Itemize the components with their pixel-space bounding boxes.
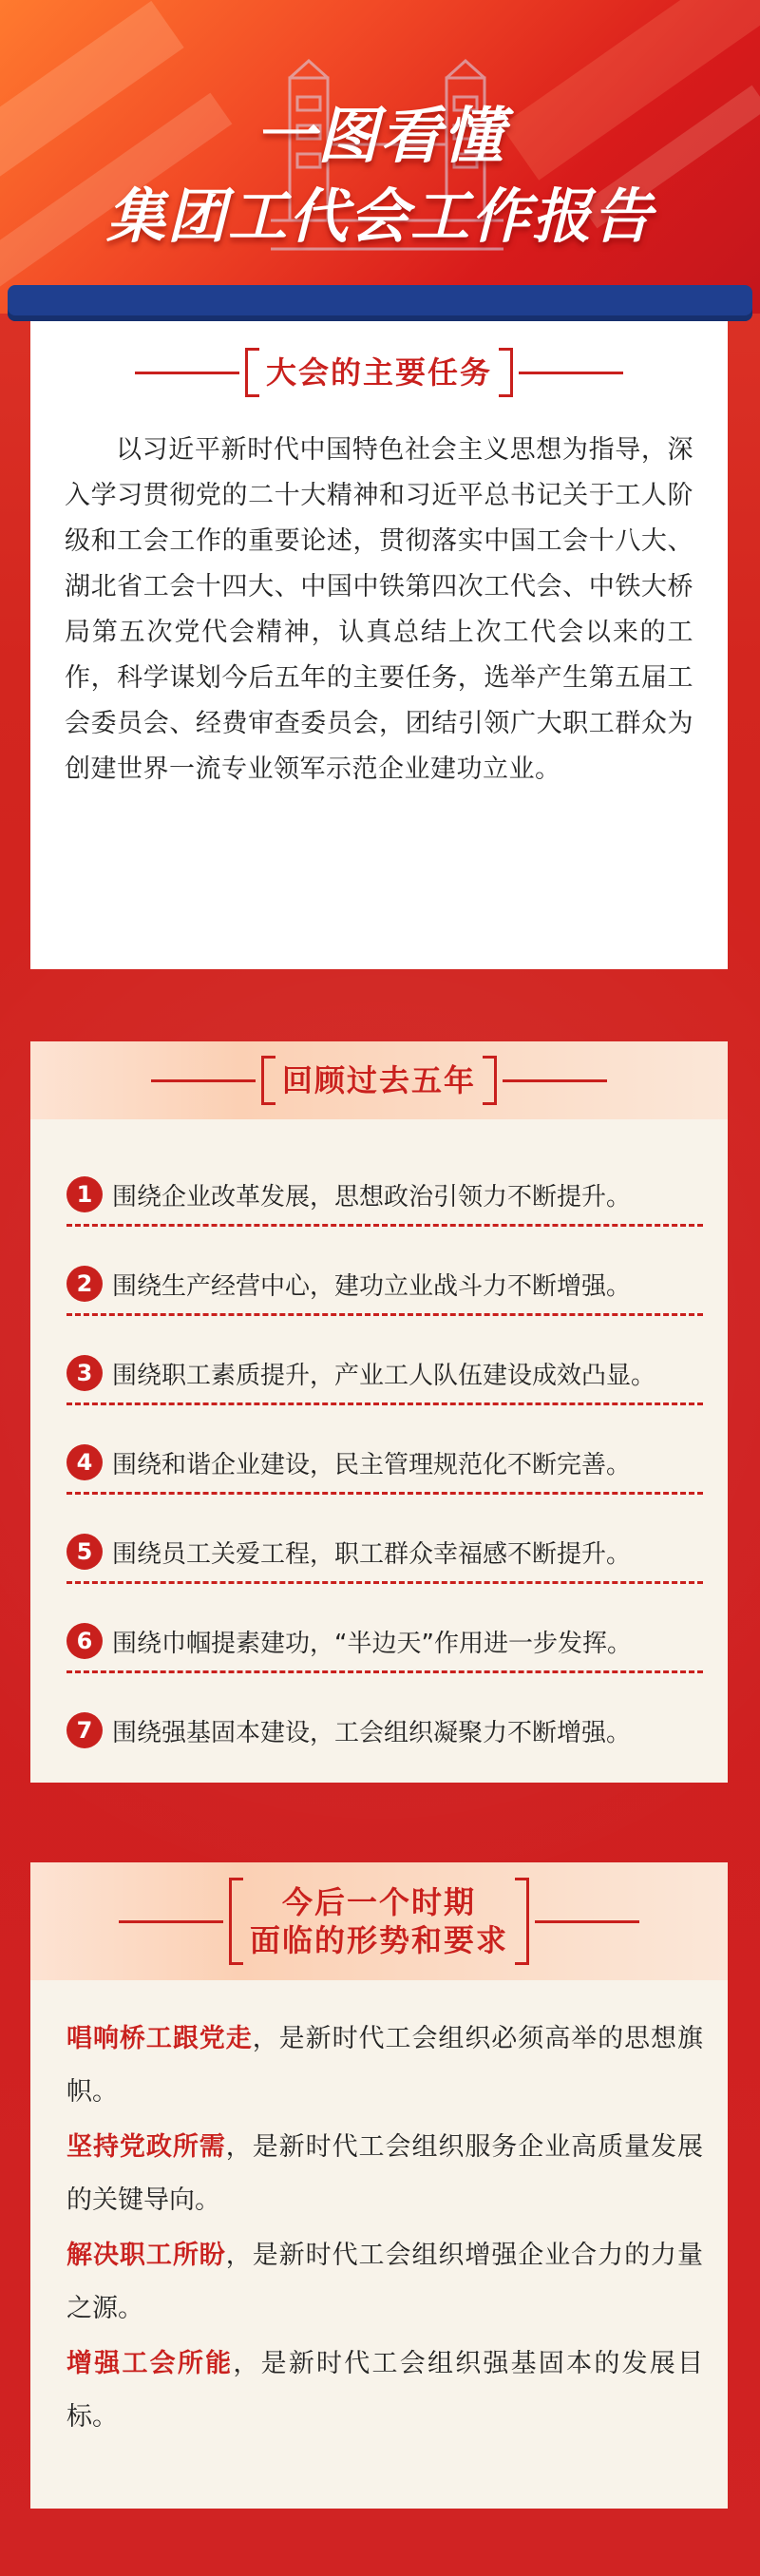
heading-rule-right xyxy=(519,372,623,374)
list-item xyxy=(66,1433,703,1495)
list-item xyxy=(66,1165,703,1227)
header-blue-bar xyxy=(8,285,752,321)
requirements-list xyxy=(66,2013,703,2446)
heading-rule-left xyxy=(135,372,239,374)
list-item-text: 围绕巾帼提素建功，“半边天”作用进一步发挥。 xyxy=(112,1629,632,1658)
page-title-line1: 一图看懂 xyxy=(255,102,505,172)
number-badge: 5 xyxy=(66,1534,103,1570)
heading-rule-left xyxy=(119,1920,223,1923)
section-title: 大会的主要任务 xyxy=(265,354,492,391)
heading-rule-right xyxy=(535,1920,639,1923)
requirement-highlight: 唱响桥工跟党走 xyxy=(66,2024,253,2053)
number-badge: 3 xyxy=(66,1355,103,1391)
requirement-item xyxy=(66,2229,703,2336)
list-item-text: 围绕和谐企业建设，民主管理规范化不断完善。 xyxy=(112,1450,632,1479)
list-item-text: 围绕企业改革发展，思想政治引领力不断提升。 xyxy=(112,1182,632,1212)
section-title: 回顾过去五年 xyxy=(281,1062,476,1098)
section-title-line2: 面临的形势和要求 xyxy=(249,1922,508,1958)
list-item-text: 围绕职工素质提升，产业工人队伍建设成效凸显。 xyxy=(112,1361,656,1390)
requirement-highlight: 解决职工所盼 xyxy=(66,2241,226,2270)
heading-bracket xyxy=(229,1883,529,1959)
requirement-text: ，是新时代工会组织服务企业高质量发展的关键导向。 xyxy=(66,2132,704,2215)
list-item-text: 围绕强基固本建设，工会组织凝聚力不断增强。 xyxy=(112,1718,632,1747)
requirement-highlight: 增强工会所能 xyxy=(66,2349,234,2378)
list-item xyxy=(66,1612,703,1673)
requirement-item xyxy=(66,2121,703,2227)
section-paragraph: 以习近平新时代中国特色社会主义思想为指导，深入学习贯彻党的二十大精神和习近平总书记关于工人阶级和工会工作的重要论述，贯彻落实中国工会十八大、湖北省工会十四大、中国中铁第四次工代会、中铁大桥局第五次党代会精神，认真总结上次工代会以来的工作，科学谋划今后五年的主要任务，选举产生第五届工会委员会、经费审查委员会，团结引领广大职工群众为创建世界一流专业领军示范企业建功立业。 xyxy=(65,435,694,784)
number-badge: 7 xyxy=(66,1712,103,1748)
section-past-five-years xyxy=(30,1041,728,1783)
heading-rule-right xyxy=(503,1079,607,1082)
section-main-tasks xyxy=(30,304,728,969)
page-title-line2: 集团工代会工作报告 xyxy=(105,181,654,251)
header-banner xyxy=(0,0,760,314)
number-badge: 1 xyxy=(66,1176,103,1212)
section-title-line1: 今后一个时期 xyxy=(281,1884,476,1920)
list-item xyxy=(66,1344,703,1405)
requirement-item xyxy=(66,2337,703,2444)
requirement-text: ，是新时代工会组织强基固本的发展目标。 xyxy=(66,2349,704,2432)
review-list xyxy=(66,1165,703,1787)
list-item xyxy=(66,1701,703,1760)
section-heading xyxy=(30,1883,728,1959)
list-item xyxy=(66,1254,703,1316)
requirement-text: ，是新时代工会组织增强企业合力的力量之源。 xyxy=(66,2241,704,2323)
number-badge: 6 xyxy=(66,1623,103,1659)
list-item-text: 围绕员工关爱工程，职工群众幸福感不断提升。 xyxy=(112,1539,632,1569)
heading-bracket xyxy=(261,1061,497,1099)
requirement-text: ，是新时代工会组织必须高举的思想旗帜。 xyxy=(66,2024,704,2107)
list-item xyxy=(66,1522,703,1584)
heading-bracket xyxy=(245,353,513,391)
section-heading xyxy=(30,1061,728,1099)
number-badge: 2 xyxy=(66,1266,103,1302)
section-future-requirements xyxy=(30,1862,728,2509)
requirement-highlight: 坚持党政所需 xyxy=(66,2132,226,2162)
requirement-item xyxy=(66,2013,703,2119)
number-badge: 4 xyxy=(66,1444,103,1480)
list-item-text: 围绕生产经营中心，建功立业战斗力不断增强。 xyxy=(112,1271,632,1301)
heading-rule-left xyxy=(151,1079,256,1082)
section-heading xyxy=(30,353,728,391)
